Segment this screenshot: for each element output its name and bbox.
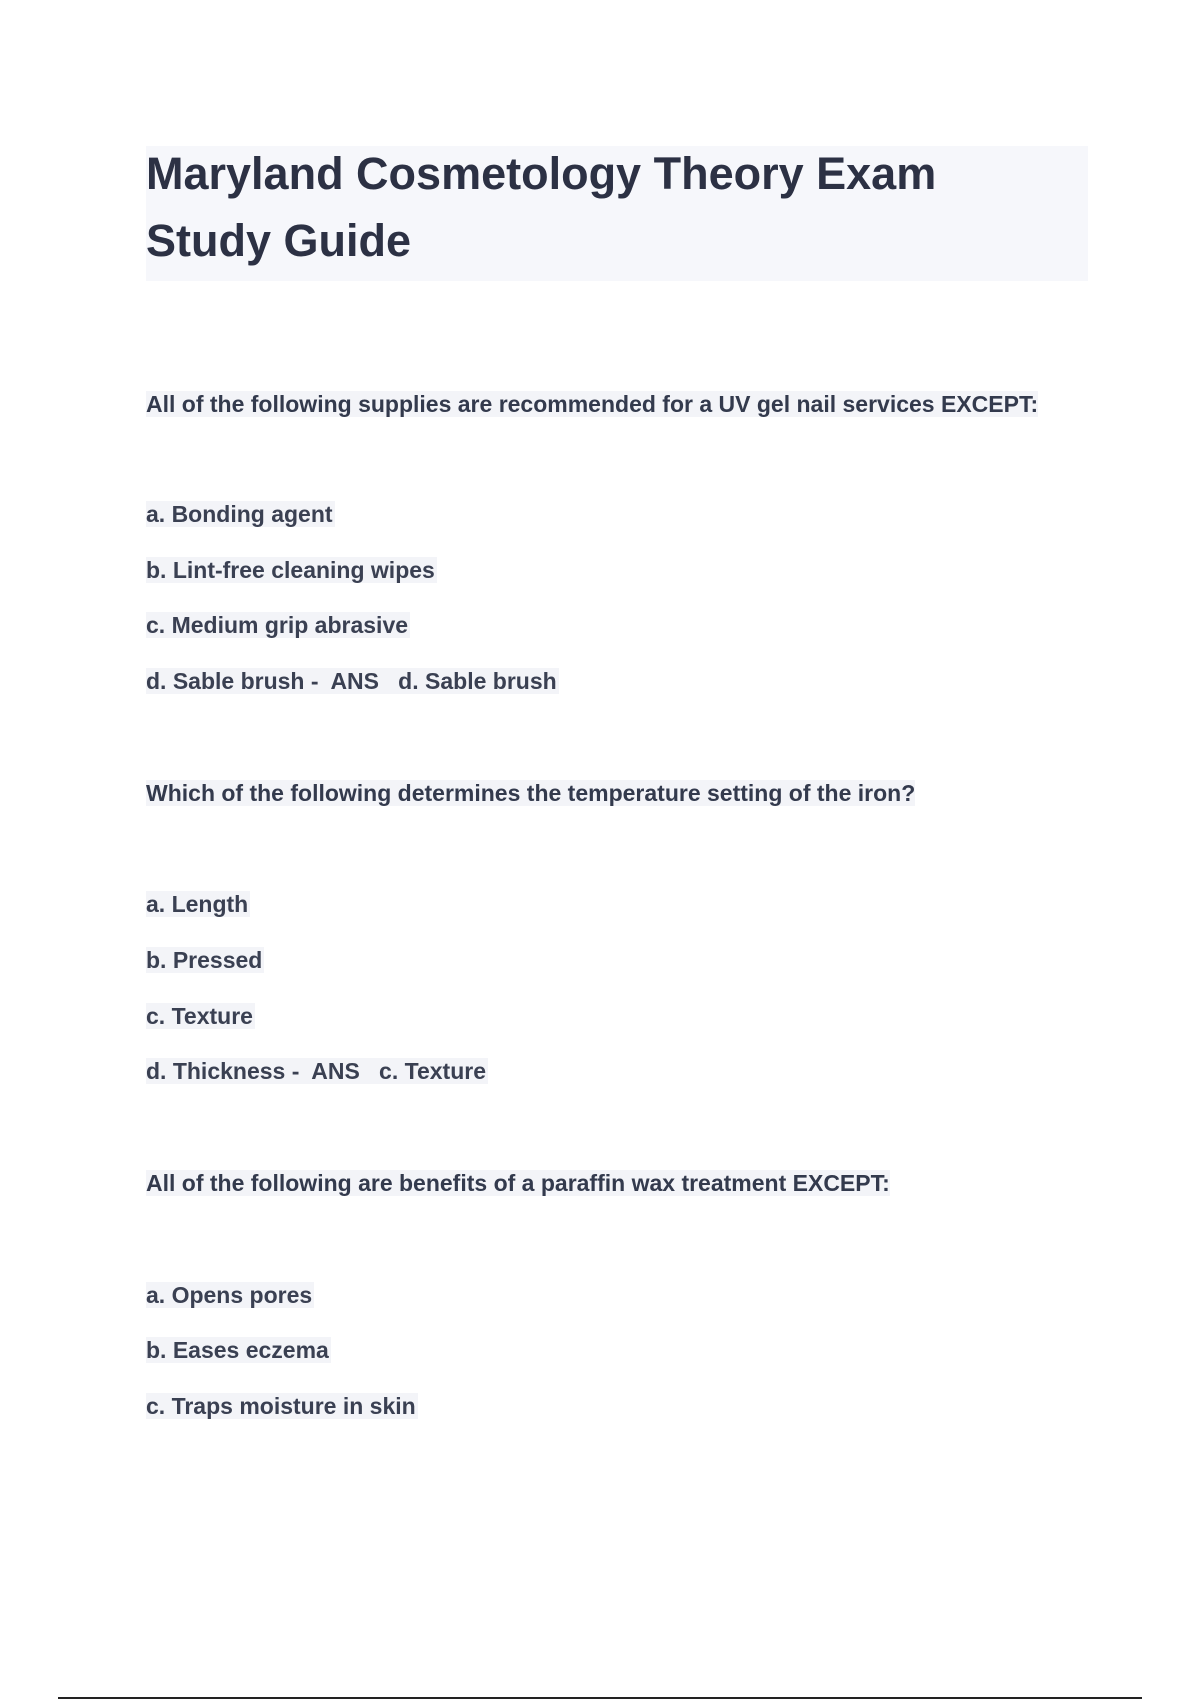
question-3-option-a [146,1280,314,1310]
question-1-prompt [146,389,1038,419]
question-3-prompt [146,1168,890,1198]
option-text: d. Thickness - ANS c. Texture [146,1058,486,1084]
question-1-option-a [146,499,335,529]
option-text: c. Medium grip abrasive [146,612,409,638]
question-2-prompt-text: Which of the following determines the temperature setting of the iron? [146,780,916,806]
question-3-option-c [146,1391,418,1421]
question-2-option-b [146,945,264,975]
question-1-prompt-text: All of the following supplies are recommended for a UV gel nail services EXCEPT: [146,391,1039,417]
footer-divider [58,1697,1142,1699]
question-1-option-b [146,555,437,585]
question-3-option-b [146,1335,331,1365]
question-2-option-a [146,889,250,919]
option-text: c. Texture [146,1003,253,1029]
question-3-prompt-text: All of the following are benefits of a paraffin wax treatment EXCEPT: [146,1170,890,1196]
option-text: b. Lint-free cleaning wipes [146,557,435,583]
question-2-option-d-answer [146,1056,488,1086]
option-text: a. Opens pores [146,1282,313,1308]
option-text: c. Traps moisture in skin [146,1393,416,1419]
option-text: b. Eases eczema [146,1337,329,1363]
page-title: Maryland Cosmetology Theory Exam Study Guide [146,148,937,266]
question-1-option-d-answer [146,666,559,696]
option-text: a. Length [146,891,249,917]
option-text: d. Sable brush - ANS d. Sable brush [146,668,557,694]
question-2-option-c [146,1001,255,1031]
option-text: a. Bonding agent [146,501,333,527]
question-2-prompt [146,778,915,808]
question-1-option-c [146,610,410,640]
option-text: b. Pressed [146,947,263,973]
